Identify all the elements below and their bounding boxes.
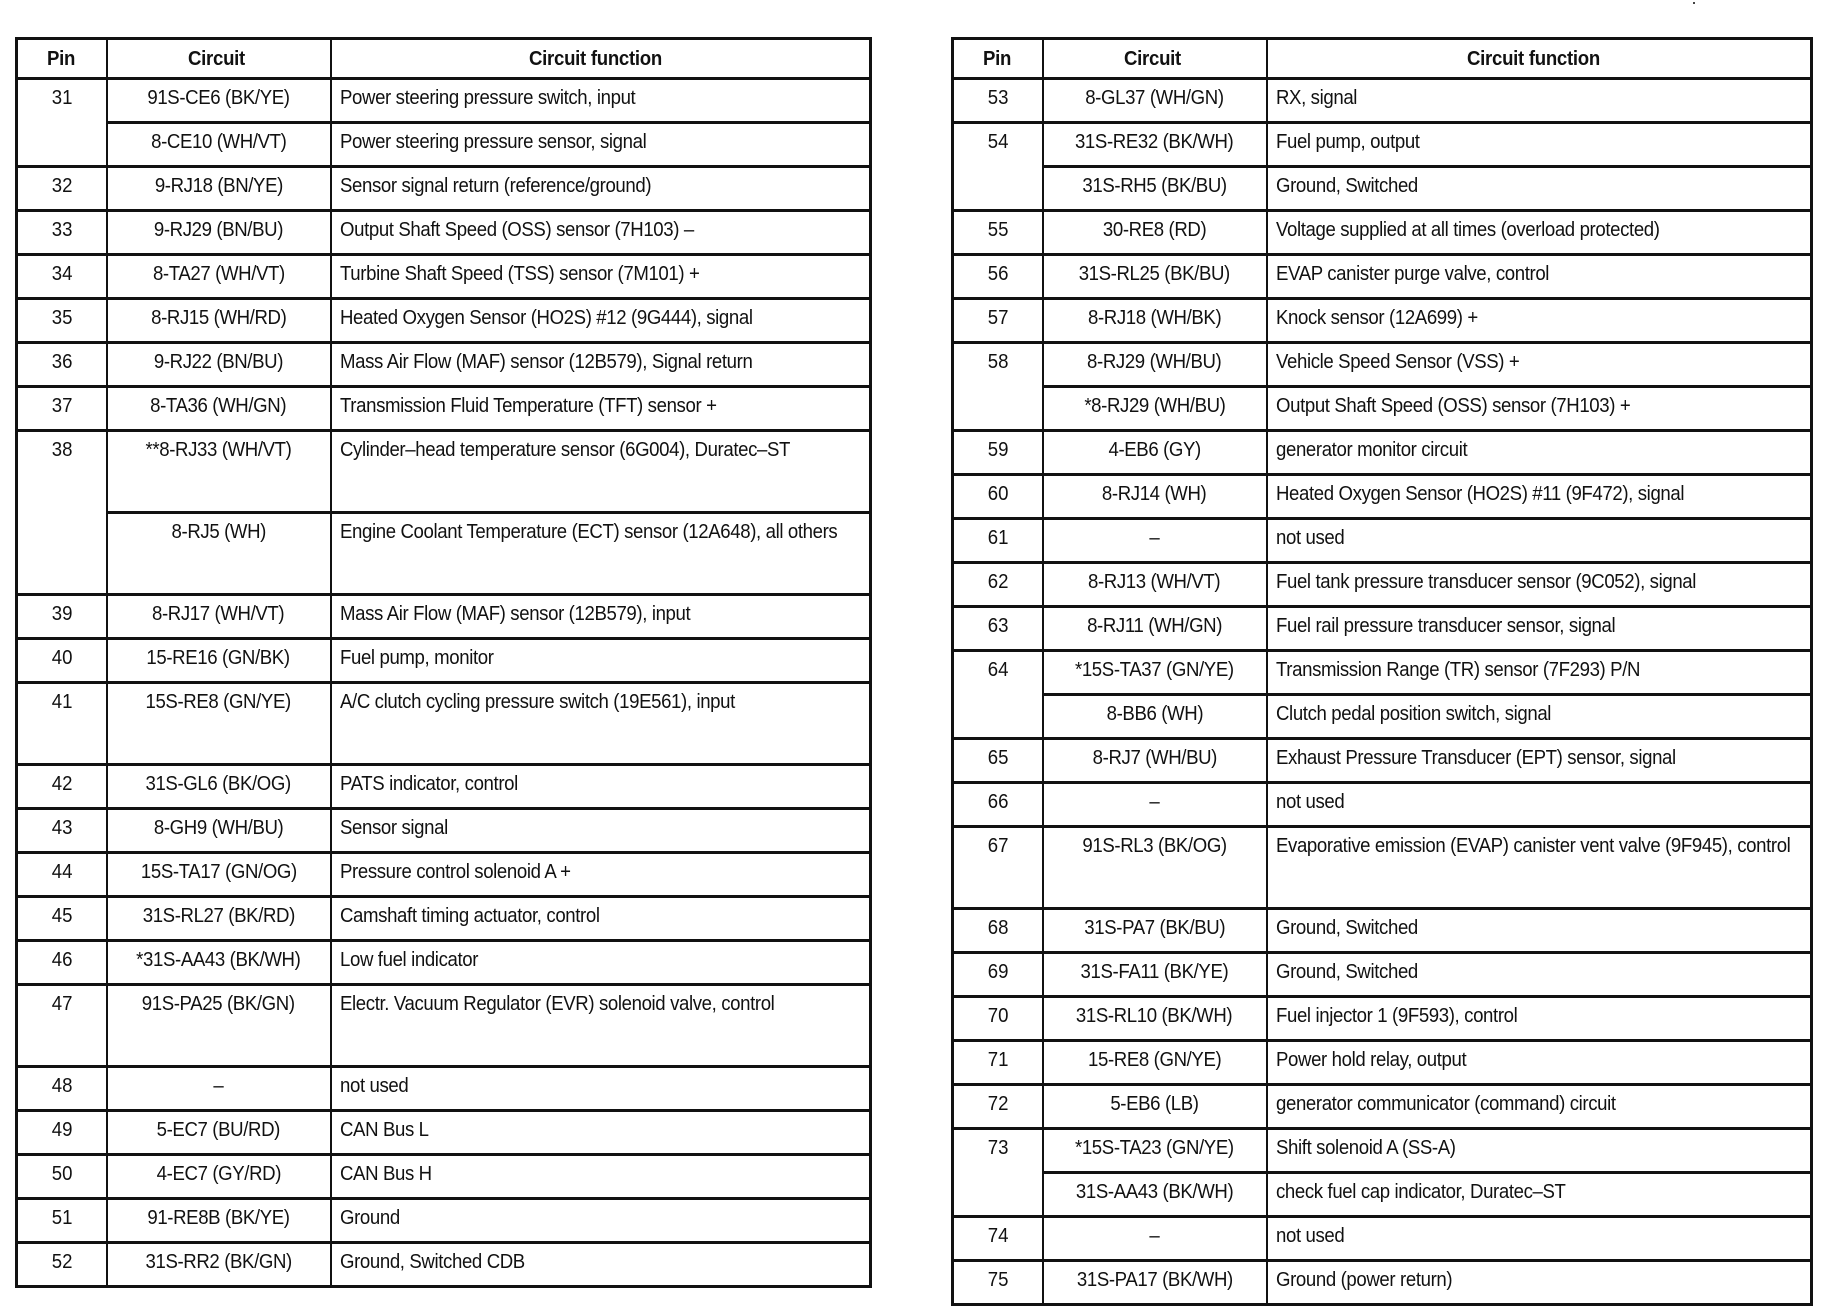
- cell-pin: 66: [953, 783, 1043, 827]
- table-row: [17, 683, 871, 765]
- cell-circuit: 8-RJ29 (WH/BU): [1043, 343, 1267, 387]
- cell-circuit: 31S-RH5 (BK/BU): [1043, 167, 1267, 211]
- cell-circuit-function: Vehicle Speed Sensor (VSS) +: [1267, 343, 1812, 387]
- table-row: [17, 431, 871, 513]
- table-row: [953, 519, 1812, 563]
- table-row: [953, 1173, 1812, 1217]
- cell-circuit-function: Exhaust Pressure Transducer (EPT) sensor, signal: [1267, 739, 1812, 783]
- cell-circuit-function: not used: [331, 1067, 871, 1111]
- table-row: [953, 1041, 1812, 1085]
- table-row: [17, 639, 871, 683]
- cell-pin: 35: [17, 299, 107, 343]
- table-row: [17, 809, 871, 853]
- cell-circuit: 4-EC7 (GY/RD): [107, 1155, 331, 1199]
- cell-circuit-function: Power hold relay, output: [1267, 1041, 1812, 1085]
- table-row: [17, 853, 871, 897]
- cell-pin: 62: [953, 563, 1043, 607]
- cell-circuit-function: RX, signal: [1267, 79, 1812, 123]
- cell-circuit-function: CAN Bus L: [331, 1111, 871, 1155]
- cell-pin: 64: [953, 651, 1043, 739]
- table-row: [953, 167, 1812, 211]
- cell-circuit-function: Low fuel indicator: [331, 941, 871, 985]
- cell-pin: 54: [953, 123, 1043, 211]
- cell-pin: 40: [17, 639, 107, 683]
- cell-circuit-function: not used: [1267, 783, 1812, 827]
- cell-circuit: 9-RJ22 (BN/BU): [107, 343, 331, 387]
- cell-circuit: 91S-CE6 (BK/YE): [107, 79, 331, 123]
- table-row: [17, 343, 871, 387]
- cell-pin: 69: [953, 953, 1043, 997]
- cell-pin: 38: [17, 431, 107, 595]
- cell-circuit-function: Shift solenoid A (SS-A): [1267, 1129, 1812, 1173]
- cell-circuit-function: Ground, Switched: [1267, 167, 1812, 211]
- table-row: [17, 941, 871, 985]
- table-row: [17, 255, 871, 299]
- table-row: [953, 695, 1812, 739]
- cell-pin: 59: [953, 431, 1043, 475]
- cell-circuit: 15S-TA17 (GN/OG): [107, 853, 331, 897]
- cell-pin: 45: [17, 897, 107, 941]
- table-row: [17, 211, 871, 255]
- cell-circuit-function: not used: [1267, 1217, 1812, 1261]
- table-row: [953, 607, 1812, 651]
- cell-pin: 37: [17, 387, 107, 431]
- cell-pin: 34: [17, 255, 107, 299]
- table-row: [17, 765, 871, 809]
- cell-circuit: 91S-RL3 (BK/OG): [1043, 827, 1267, 909]
- header-circuit-function: Circuit function: [331, 39, 871, 79]
- cell-circuit-function: Ground, Switched: [1267, 909, 1812, 953]
- cell-circuit-function: Mass Air Flow (MAF) sensor (12B579), input: [331, 595, 871, 639]
- cell-circuit: 31S-AA43 (BK/WH): [1043, 1173, 1267, 1217]
- cell-circuit: 8-RJ5 (WH): [107, 513, 331, 595]
- cell-pin: 46: [17, 941, 107, 985]
- table-row: [953, 387, 1812, 431]
- cell-circuit: 8-GH9 (WH/BU): [107, 809, 331, 853]
- cell-circuit: 8-RJ17 (WH/VT): [107, 595, 331, 639]
- cell-circuit-function: Power steering pressure switch, input: [331, 79, 871, 123]
- cell-circuit-function: generator monitor circuit: [1267, 431, 1812, 475]
- cell-circuit: 31S-RL25 (BK/BU): [1043, 255, 1267, 299]
- header-pin: Pin: [953, 39, 1043, 79]
- cell-circuit: *8-RJ29 (WH/BU): [1043, 387, 1267, 431]
- table-row: [17, 387, 871, 431]
- cell-circuit: *31S-AA43 (BK/WH): [107, 941, 331, 985]
- cell-circuit: 31S-RL10 (BK/WH): [1043, 997, 1267, 1041]
- cell-circuit: 30-RE8 (RD): [1043, 211, 1267, 255]
- cell-pin: 52: [17, 1243, 107, 1287]
- cell-circuit: 8-RJ15 (WH/RD): [107, 299, 331, 343]
- pin-table-right: [951, 37, 1813, 1306]
- table-row: [953, 953, 1812, 997]
- cell-circuit-function: A/C clutch cycling pressure switch (19E561), input: [331, 683, 871, 765]
- table-row: [953, 783, 1812, 827]
- cell-circuit: 8-RJ13 (WH/VT): [1043, 563, 1267, 607]
- table-row: [953, 211, 1812, 255]
- header-circuit: Circuit: [107, 39, 331, 79]
- cell-pin: 47: [17, 985, 107, 1067]
- cell-pin: 41: [17, 683, 107, 765]
- cell-circuit: 91-RE8B (BK/YE): [107, 1199, 331, 1243]
- cell-circuit: 31S-PA7 (BK/BU): [1043, 909, 1267, 953]
- table-row: [953, 123, 1812, 167]
- cell-circuit-function: Turbine Shaft Speed (TSS) sensor (7M101) +: [331, 255, 871, 299]
- cell-circuit: *15S-TA23 (GN/YE): [1043, 1129, 1267, 1173]
- cell-circuit-function: Sensor signal return (reference/ground): [331, 167, 871, 211]
- table-row: [953, 299, 1812, 343]
- cell-circuit: 8-TA27 (WH/VT): [107, 255, 331, 299]
- table-row: [953, 909, 1812, 953]
- header-circuit: Circuit: [1043, 39, 1267, 79]
- cell-circuit-function: Fuel pump, output: [1267, 123, 1812, 167]
- cell-pin: 75: [953, 1261, 1043, 1305]
- cell-pin: 63: [953, 607, 1043, 651]
- cell-circuit-function: Voltage supplied at all times (overload protected): [1267, 211, 1812, 255]
- cell-circuit-function: Ground, Switched CDB: [331, 1243, 871, 1287]
- cell-circuit: 9-RJ18 (BN/YE): [107, 167, 331, 211]
- header-circuit-function: Circuit function: [1267, 39, 1812, 79]
- cell-pin: 51: [17, 1199, 107, 1243]
- table-row: [953, 79, 1812, 123]
- cell-circuit: 9-RJ29 (BN/BU): [107, 211, 331, 255]
- cell-pin: 70: [953, 997, 1043, 1041]
- table-body-right: [953, 79, 1812, 1305]
- cell-pin: 31: [17, 79, 107, 167]
- cell-circuit-function: generator communicator (command) circuit: [1267, 1085, 1812, 1129]
- cell-circuit-function: Engine Coolant Temperature (ECT) sensor (12A648), all others: [331, 513, 871, 595]
- table-row: [953, 651, 1812, 695]
- cell-pin: 71: [953, 1041, 1043, 1085]
- cell-pin: 67: [953, 827, 1043, 909]
- cell-pin: 60: [953, 475, 1043, 519]
- cell-circuit-function: not used: [1267, 519, 1812, 563]
- cell-circuit-function: Power steering pressure sensor, signal: [331, 123, 871, 167]
- table-row: [953, 1217, 1812, 1261]
- table-row: [17, 79, 871, 123]
- cell-circuit-function: Electr. Vacuum Regulator (EVR) solenoid valve, control: [331, 985, 871, 1067]
- table-row: [17, 513, 871, 595]
- table-row: [17, 1155, 871, 1199]
- cell-circuit-function: Output Shaft Speed (OSS) sensor (7H103) –: [331, 211, 871, 255]
- cell-circuit-function: Evaporative emission (EVAP) canister vent valve (9F945), control: [1267, 827, 1812, 909]
- cell-pin: 49: [17, 1111, 107, 1155]
- cell-pin: 72: [953, 1085, 1043, 1129]
- cell-circuit: 8-RJ7 (WH/BU): [1043, 739, 1267, 783]
- table-row: [17, 167, 871, 211]
- cell-circuit: 31S-RR2 (BK/GN): [107, 1243, 331, 1287]
- cell-circuit: 8-GL37 (WH/GN): [1043, 79, 1267, 123]
- table-header-row: [953, 39, 1812, 79]
- cell-circuit: 31S-PA17 (BK/WH): [1043, 1261, 1267, 1305]
- cell-circuit: 31S-FA11 (BK/YE): [1043, 953, 1267, 997]
- cell-circuit-function: EVAP canister purge valve, control: [1267, 255, 1812, 299]
- cell-circuit: 8-CE10 (WH/VT): [107, 123, 331, 167]
- cell-pin: 61: [953, 519, 1043, 563]
- cell-circuit: –: [1043, 1217, 1267, 1261]
- cell-pin: 56: [953, 255, 1043, 299]
- cell-circuit: 8-RJ18 (WH/BK): [1043, 299, 1267, 343]
- cell-circuit-function: Ground (power return): [1267, 1261, 1812, 1305]
- cell-circuit-function: Transmission Range (TR) sensor (7F293) P/N: [1267, 651, 1812, 695]
- cell-circuit: 15-RE8 (GN/YE): [1043, 1041, 1267, 1085]
- cell-circuit-function: Cylinder–head temperature sensor (6G004), Duratec–ST: [331, 431, 871, 513]
- table-row: [953, 563, 1812, 607]
- table-row: [953, 475, 1812, 519]
- cell-circuit: 4-EB6 (GY): [1043, 431, 1267, 475]
- table-row: [17, 123, 871, 167]
- cell-circuit-function: Heated Oxygen Sensor (HO2S) #12 (9G444), signal: [331, 299, 871, 343]
- header-pin: Pin: [17, 39, 107, 79]
- table-row: [953, 255, 1812, 299]
- table-body-left: [17, 79, 871, 1287]
- cell-pin: 68: [953, 909, 1043, 953]
- table-row: [953, 1129, 1812, 1173]
- cell-circuit-function: CAN Bus H: [331, 1155, 871, 1199]
- cell-circuit: 91S-PA25 (BK/GN): [107, 985, 331, 1067]
- cell-circuit-function: Camshaft timing actuator, control: [331, 897, 871, 941]
- cell-circuit-function: Fuel injector 1 (9F593), control: [1267, 997, 1812, 1041]
- table-row: [953, 431, 1812, 475]
- cell-circuit: 8-RJ14 (WH): [1043, 475, 1267, 519]
- cell-circuit-function: Fuel rail pressure transducer sensor, signal: [1267, 607, 1812, 651]
- table-row: [17, 1199, 871, 1243]
- table-header-row: [17, 39, 871, 79]
- cell-pin: 48: [17, 1067, 107, 1111]
- cell-pin: 55: [953, 211, 1043, 255]
- scan-artifact-dot: [1693, 2, 1695, 4]
- cell-circuit-function: PATS indicator, control: [331, 765, 871, 809]
- table-row: [17, 1067, 871, 1111]
- cell-pin: 65: [953, 739, 1043, 783]
- pin-table-left: [15, 37, 872, 1288]
- cell-circuit-function: Fuel pump, monitor: [331, 639, 871, 683]
- cell-circuit-function: Transmission Fluid Temperature (TFT) sensor +: [331, 387, 871, 431]
- cell-circuit-function: Fuel tank pressure transducer sensor (9C052), signal: [1267, 563, 1812, 607]
- cell-pin: 36: [17, 343, 107, 387]
- cell-circuit: 8-TA36 (WH/GN): [107, 387, 331, 431]
- cell-circuit-function: Heated Oxygen Sensor (HO2S) #11 (9F472), signal: [1267, 475, 1812, 519]
- cell-circuit-function: Output Shaft Speed (OSS) sensor (7H103) +: [1267, 387, 1812, 431]
- table-row: [953, 1261, 1812, 1305]
- cell-circuit: 31S-RE32 (BK/WH): [1043, 123, 1267, 167]
- cell-circuit-function: Pressure control solenoid A +: [331, 853, 871, 897]
- cell-pin: 57: [953, 299, 1043, 343]
- cell-pin: 33: [17, 211, 107, 255]
- cell-pin: 73: [953, 1129, 1043, 1217]
- table-row: [17, 985, 871, 1067]
- cell-circuit: 5-EC7 (BU/RD): [107, 1111, 331, 1155]
- cell-circuit: 15S-RE8 (GN/YE): [107, 683, 331, 765]
- cell-pin: 43: [17, 809, 107, 853]
- cell-circuit: –: [107, 1067, 331, 1111]
- cell-pin: 44: [17, 853, 107, 897]
- table-row: [953, 827, 1812, 909]
- table-row: [953, 343, 1812, 387]
- cell-pin: 39: [17, 595, 107, 639]
- table-row: [17, 299, 871, 343]
- cell-circuit-function: Mass Air Flow (MAF) sensor (12B579), Signal return: [331, 343, 871, 387]
- table-row: [17, 897, 871, 941]
- cell-circuit: 5-EB6 (LB): [1043, 1085, 1267, 1129]
- cell-circuit: 8-BB6 (WH): [1043, 695, 1267, 739]
- cell-circuit-function: Clutch pedal position switch, signal: [1267, 695, 1812, 739]
- cell-circuit: 8-RJ11 (WH/GN): [1043, 607, 1267, 651]
- cell-circuit: 31S-GL6 (BK/OG): [107, 765, 331, 809]
- cell-circuit-function: check fuel cap indicator, Duratec–ST: [1267, 1173, 1812, 1217]
- cell-circuit: –: [1043, 519, 1267, 563]
- table-row: [953, 739, 1812, 783]
- table-row: [17, 595, 871, 639]
- cell-pin: 50: [17, 1155, 107, 1199]
- cell-circuit-function: Ground: [331, 1199, 871, 1243]
- table-row: [17, 1243, 871, 1287]
- cell-pin: 74: [953, 1217, 1043, 1261]
- cell-circuit: –: [1043, 783, 1267, 827]
- table-row: [953, 1085, 1812, 1129]
- cell-circuit-function: Ground, Switched: [1267, 953, 1812, 997]
- cell-pin: 58: [953, 343, 1043, 431]
- cell-circuit-function: Sensor signal: [331, 809, 871, 853]
- cell-circuit: *15S-TA37 (GN/YE): [1043, 651, 1267, 695]
- table-row: [953, 997, 1812, 1041]
- cell-pin: 42: [17, 765, 107, 809]
- cell-circuit: **8-RJ33 (WH/VT): [107, 431, 331, 513]
- cell-circuit: 15-RE16 (GN/BK): [107, 639, 331, 683]
- cell-circuit-function: Knock sensor (12A699) +: [1267, 299, 1812, 343]
- cell-pin: 32: [17, 167, 107, 211]
- cell-pin: 53: [953, 79, 1043, 123]
- table-row: [17, 1111, 871, 1155]
- cell-circuit: 31S-RL27 (BK/RD): [107, 897, 331, 941]
